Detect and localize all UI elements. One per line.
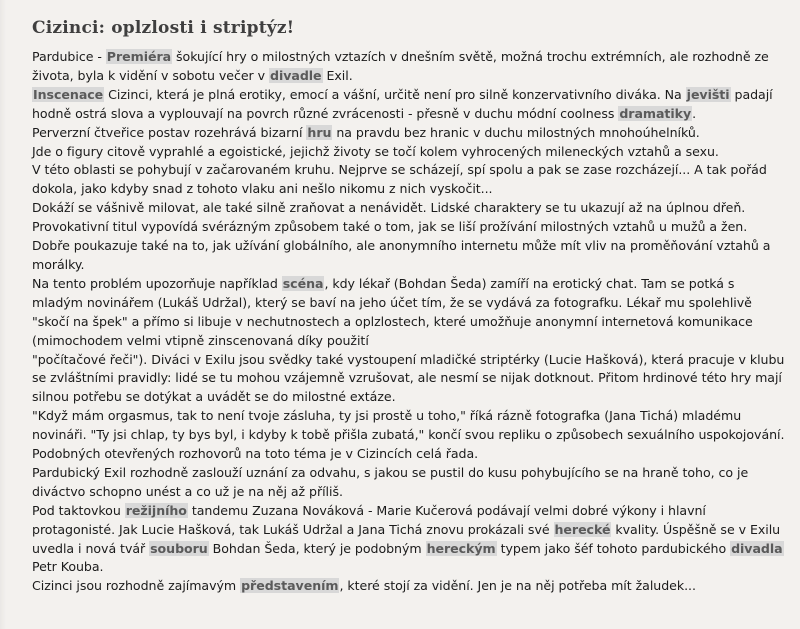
- paragraph-text: Pod taktovkou: [32, 502, 125, 518]
- article-title: Cizinci: oplzlosti i striptýz!: [32, 18, 295, 38]
- paragraph-text: padají hodně ostrá slova a vyplouvají na povrch různé zvrácenosti - přesně v duchu módní coolness: [32, 86, 773, 121]
- article-paragraph: [32, 48, 786, 86]
- article-paragraph: [32, 502, 786, 578]
- article-paragraph: [32, 464, 786, 502]
- article-paragraph: [32, 86, 786, 124]
- highlighted-keyword: hereckým: [426, 540, 496, 556]
- article-paragraph: [32, 577, 786, 596]
- article-paragraph: [32, 124, 786, 143]
- paragraph-text: Cizinci, která je plná erotiky, emocí a vášní, určitě není pro silně konzervativního diváka. Na: [104, 86, 686, 102]
- highlighted-keyword: Inscenace: [33, 86, 104, 102]
- paragraph-text: Dobře poukazuje také na to, jak užívání globálního, ale anonymního internetu může mít vliv na proměňování vztahů a morálky.: [32, 238, 771, 272]
- highlighted-keyword: režijního: [125, 502, 187, 518]
- highlighted-keyword: herecké: [554, 521, 611, 537]
- paragraph-text: kvality. Úspěšně se v Exilu uvedla i nová tvář: [32, 521, 781, 556]
- paragraph-text: "počítačové řeči"). Diváci v Exilu jsou svědky také vystoupení mladičké striptérky (Lucie Hašková), která pracuje v klubu se zvláštními pravidly: lidé se tu mohou vzájemně vzrušovat, ale nesmí se nijak dotknout. Přitom hrdinové této hry mají silnou potřebu se dotýkat a uvádět se do milostné extáze.: [32, 351, 785, 405]
- highlighted-keyword: scéna: [282, 275, 324, 291]
- highlighted-keyword: Premiéra: [106, 49, 172, 64]
- article-body: [32, 48, 786, 596]
- article-paragraph: [32, 199, 786, 218]
- paragraph-text: Provokativní titul vypovídá svérázným způsobem také o tom, jak se liší prožívání milostných vztahů u mužů a žen.: [32, 219, 748, 235]
- highlighted-keyword: souboru: [150, 540, 208, 556]
- paragraph-text: Perverzní čtveřice postav rozehrává bizarní: [32, 124, 307, 140]
- paragraph-text: Na tento problém upozorňuje například: [32, 275, 282, 291]
- paragraph-text: , kdy lékař (Bohdan Šeda) zamíří na erotický chat. Tam se potká s mladým novinářem (Lukáš Udržal), který se baví na jeho účet tím, že se vydává za fotografku. Lékař mu spolehlivě "skočí na špek" a přímo si libuje v nechutnostech a oplzlostech, které umožňuje anonymní internetová komunikace (mimochodem velmi vtipně zinscenovaná díky použití: [32, 275, 753, 348]
- paragraph-text: Exil.: [322, 67, 353, 83]
- paragraph-text: Podobných otevřených rozhovorů na toto téma je v Cizincích celá řada.: [32, 446, 479, 462]
- article-paragraph: [32, 218, 786, 237]
- article-paragraph: [32, 237, 786, 275]
- paragraph-text: Pardubice -: [32, 49, 106, 64]
- article-paragraph: [32, 407, 786, 445]
- paragraph-text: Dokáží se vášnivě milovat, ale také silně zraňovat a nenávidět. Lidské charaktery se tu ukazují až na úplnou dřeň.: [32, 200, 746, 216]
- highlighted-keyword: divadle: [269, 67, 322, 83]
- paragraph-text: .: [692, 105, 697, 121]
- article-paragraph: [32, 161, 786, 199]
- paragraph-text: Petr Kouba.: [32, 559, 104, 575]
- article-paragraph: [32, 275, 786, 351]
- paragraph-text: Cizinci jsou rozhodně zajímavým: [32, 578, 241, 594]
- highlighted-keyword: hru: [307, 124, 332, 140]
- paragraph-text: , které stojí za vidění. Jen je na něj potřeba mít žaludek...: [339, 578, 696, 594]
- paragraph-text: V této oblasti se pohybují v začarovaném kruhu. Nejprve se scházejí, spí spolu a pak se zase rozcházejí... A tak pořád dokola, jako kdyby snad z tohoto vlaku ani nešlo nikomu z nich vyskočit...: [32, 162, 767, 197]
- paragraph-text: šokující hry o milostných vztazích v dnešním světě, možná trochu extrémních, ale rozhodně ze života, byla k vidění v sobotu večer v: [32, 49, 769, 83]
- highlighted-keyword: jevišti: [686, 86, 730, 102]
- paragraph-text: Pardubický Exil rozhodně zaslouží uznání za odvahu, s jakou se pustil do kusu pohybujícího se na hraně toho, co je diváctvo schopno unést a co už je na něj až příliš.: [32, 464, 749, 499]
- article-paragraph: [32, 351, 786, 408]
- paragraph-text: "Když mám orgasmus, tak to není tvoje zásluha, ty jsi prostě u toho," říká rázně fotografka (Jana Tichá) mladému novináři. "Ty jsi chlap, ty bys byl, i kdyby k tobě přišla zubatá," končí svou repliku o způsobech sexuálního uspokojování.: [32, 408, 785, 443]
- article-paragraph: [32, 143, 786, 162]
- paragraph-text: typem jako šéf tohoto pardubického: [496, 540, 731, 556]
- highlighted-keyword: představením: [241, 578, 339, 594]
- paragraph-text: na pravdu bez hranic v duchu milostných mnohoúhelníků.: [332, 124, 700, 140]
- highlighted-keyword: divadla: [731, 540, 783, 556]
- paragraph-text: Bohdan Šeda, který je podobným: [208, 540, 426, 556]
- paragraph-text: Jde o figury citově vyprahlé a egoistické, jejichž životy se točí kolem vyhrocených mileneckých vztahů a sexu.: [32, 143, 719, 159]
- highlighted-keyword: dramatiky: [619, 105, 692, 121]
- article-paragraph: [32, 445, 786, 464]
- paragraph-text: tandemu Zuzana Nováková - Marie Kučerová podávají velmi dobré výkony i hlavní protagonisté. Jak Lucie Hašková, tak Lukáš Udržal a Jana Tichá znovu prokázali své: [32, 502, 706, 537]
